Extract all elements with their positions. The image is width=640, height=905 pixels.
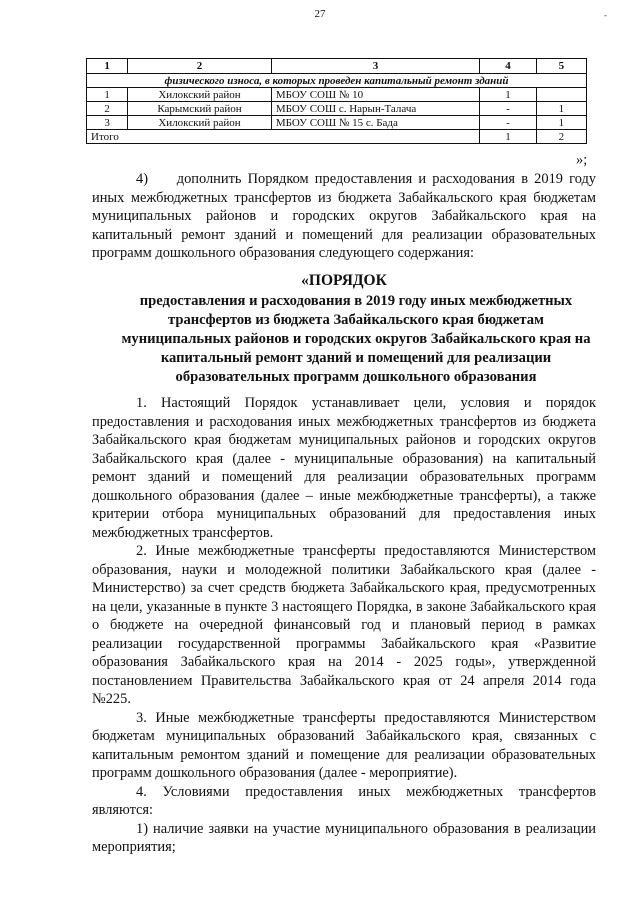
- header-cell: 2: [128, 59, 272, 74]
- item-4-paragraph: 4) дополнить Порядком предоставления и расходования в 2019 году иных межбюджетных трансфертов из бюджета Забайкальского края бюджетам муниципальных районов и городских округов Забайкальского края на капитальный ремонт зданий и помещений для реализации образовательных программ дошкольного образования следующего содержания:: [92, 171, 596, 261]
- body-text: [92, 394, 596, 857]
- paragraph-2: 2. Иные межбюджетные трансферты предоставляются Министерством образования, науки и молодежной политики Забайкальского края (далее - Министерство) за счет средств бюджета Забайкальского края, предусмотренных на цели, указанные в пункте 3 настоящего Порядка, в законе Забайкальского края о бюджете на очередной финансовый год и плановый период в рамках реализации государственной программы Забайкальского края «Развитие образования Забайкальского края на 2014 - 2025 годы», утвержденной постановлением Правительства Забайкальского края от 24 апреля 2014 года №225.: [92, 543, 596, 707]
- cell-school: МБОУ СОШ № 10: [271, 88, 479, 102]
- cell-col4: 1: [480, 88, 537, 102]
- schools-table: [86, 58, 587, 144]
- cell-num: 3: [87, 116, 128, 130]
- item-4-text: [92, 170, 596, 263]
- page-number: 27: [314, 8, 326, 20]
- table-header-row: [87, 59, 587, 74]
- cell-col5: 1: [536, 116, 586, 130]
- header-cell: 5: [536, 59, 586, 74]
- paragraph-3: 3. Иные межбюджетные трансферты предоставляются Министерством бюджетам муниципальных образований Забайкальского края, связанных с капитальным ремонтом зданий и помещение для реализации образовательных программ дошкольного образования (далее - мероприятие).: [92, 709, 596, 781]
- quote-end: »;: [576, 152, 588, 168]
- header-cell: 4: [480, 59, 537, 74]
- cell-col5: 1: [536, 102, 586, 116]
- cell-num: 1: [87, 88, 128, 102]
- cell-district: Хилокский район: [128, 88, 272, 102]
- total-col5: 2: [536, 130, 586, 144]
- cell-col4: -: [480, 102, 537, 116]
- total-col4: 1: [480, 130, 537, 144]
- cell-col5: [536, 88, 586, 102]
- paragraph-4: 4. Условиями предоставления иных межбюджетных трансфертов являются:: [92, 783, 596, 818]
- header-cell: 1: [87, 59, 128, 74]
- cell-num: 2: [87, 102, 128, 116]
- paragraph-1: 1. Настоящий Порядок устанавливает цели, условия и порядок предоставления и расходования иных межбюджетных трансфертов из бюджета Забайкальского края бюджетам муниципальных районов и городских округов Забайкальского края (далее - муниципальные образования) на капитальный ремонт зданий и помещений для реализации образовательных программ дошкольного образования (далее – иные межбюджетные трансферты), а также критерии отбора муниципальных образований для предоставления иных межбюджетных трансфертов.: [92, 395, 596, 541]
- corner-mark: -: [604, 10, 607, 20]
- cell-col4: -: [480, 116, 537, 130]
- table-caption: физического износа, в которых проведен капитальный ремонт зданий: [87, 74, 587, 88]
- table-row: [87, 116, 587, 130]
- table-row: [87, 88, 587, 102]
- heading-title: «ПОРЯДОК: [301, 272, 387, 289]
- cell-school: МБОУ СОШ № 15 с. Бада: [271, 116, 479, 130]
- table-caption-row: [87, 74, 587, 88]
- paragraph-4-1: 1) наличие заявки на участие муниципального образования в реализации мероприятия;: [92, 820, 596, 855]
- cell-district: Хилокский район: [128, 116, 272, 130]
- heading-subtitle: предоставления и расходования в 2019 году иных межбюджетных трансфертов из бюджета Забайкальского края бюджетам муниципальных районов и городских округов Забайкальского края на капитальный ремонт зданий и помещений для реализации образовательных программ дошкольного образования: [121, 293, 591, 385]
- cell-district: Карымский район: [128, 102, 272, 116]
- table-total-row: [87, 130, 587, 144]
- cell-school: МБОУ СОШ с. Нарын-Талача: [271, 102, 479, 116]
- table-row: [87, 102, 587, 116]
- total-label: Итого: [87, 130, 480, 144]
- header-cell: 3: [271, 59, 479, 74]
